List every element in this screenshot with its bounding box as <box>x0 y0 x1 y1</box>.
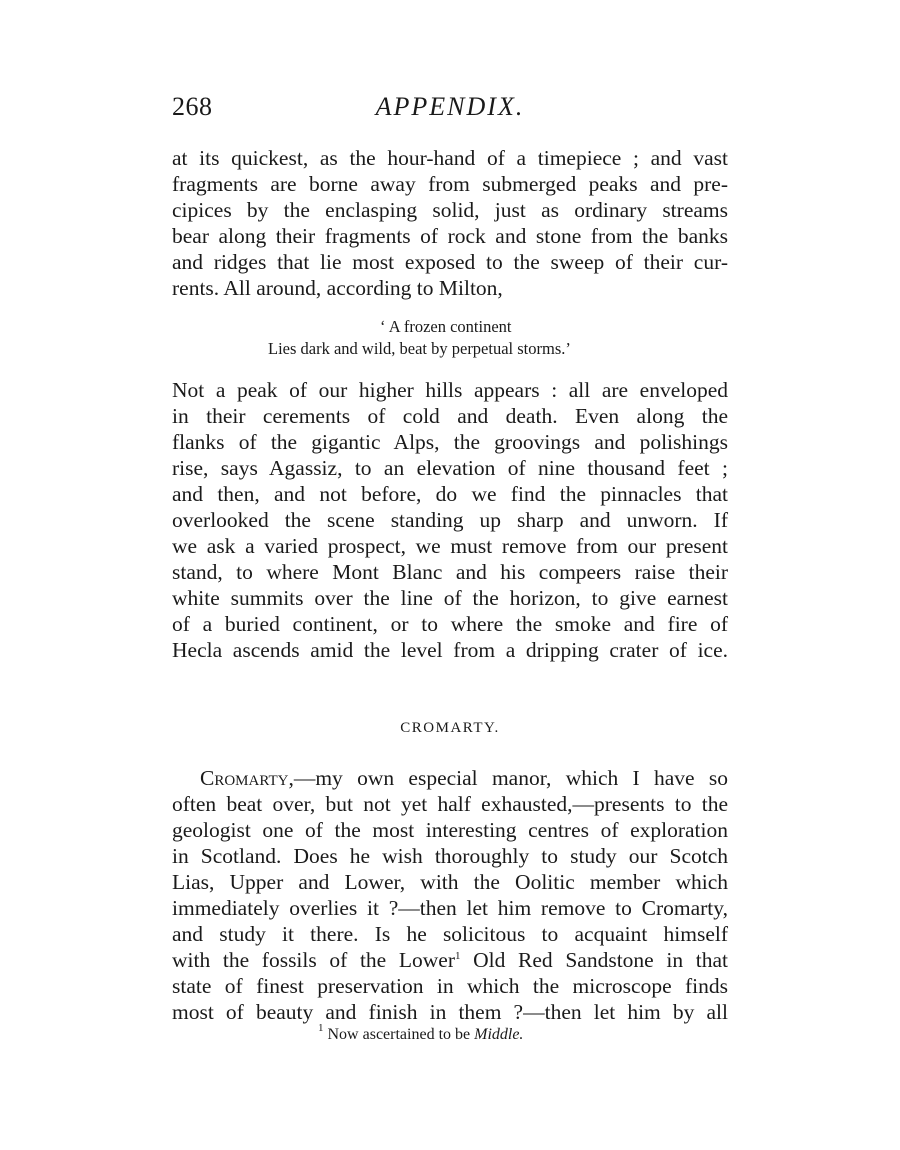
footnote <box>318 1022 524 1044</box>
line-text: with the fossils of the Lower <box>172 948 455 972</box>
text-line: at its quickest, as the hour-hand of a timepiece ; and vast <box>172 146 728 170</box>
text-line: flanks of the gigantic Alps, the groovings and polishings <box>172 430 728 454</box>
text-line: often beat over, but not yet half exhausted,—presents to the <box>172 792 728 816</box>
text-line: rise, says Agassiz, to an elevation of nine thousand feet ; <box>172 456 728 480</box>
text-line: most of beauty and finish in them ?—then let him by all <box>172 1000 728 1024</box>
milton-quotation <box>172 316 728 360</box>
text-line: overlooked the scene standing up sharp and unworn. If <box>172 508 728 532</box>
footnote-italic: Middle. <box>474 1026 524 1043</box>
text-line: and ridges that lie most exposed to the sweep of their cur- <box>172 250 728 274</box>
text-line: we ask a varied prospect, we must remove from our present <box>172 534 728 558</box>
paragraph-2 <box>172 377 728 663</box>
text-line: in Scotland. Does he wish thoroughly to study our Scotch <box>172 844 728 868</box>
quote-line: Lies dark and wild, beat by perpetual storms.’ <box>268 339 571 358</box>
footnote-reference[interactable]: 1 <box>455 950 461 962</box>
running-head <box>172 92 728 128</box>
text-line: and study it there. Is he solicitous to acquaint himself <box>172 922 728 946</box>
text-line: of a buried continent, or to where the smoke and fire of <box>172 612 728 636</box>
text-line <box>172 947 728 973</box>
footnote-marker: 1 <box>318 1022 324 1034</box>
section-heading: CROMARTY. <box>400 720 500 736</box>
footnote-text: Now ascertained to be <box>323 1026 475 1043</box>
text-line: cipices by the enclasping solid, just as ordinary streams <box>172 198 728 222</box>
text-line: in their cerements of cold and death. Even along the <box>172 404 728 428</box>
page-number: 268 <box>172 92 213 121</box>
text-line: state of finest preservation in which the microscope finds <box>172 974 728 998</box>
text-line: geologist one of the most interesting centres of exploration <box>172 818 728 842</box>
text-line: white summits over the line of the horizon, to give earnest <box>172 586 728 610</box>
text-line: and then, and not before, do we find the pinnacles that <box>172 482 728 506</box>
text-line: bear along their fragments of rock and stone from the banks <box>172 224 728 248</box>
paragraph-3 <box>172 765 728 1025</box>
running-title: APPENDIX. <box>375 92 525 121</box>
text-line: immediately overlies it ?—then let him remove to Cromarty, <box>172 896 728 920</box>
text-line: fragments are borne away from submerged peaks and pre- <box>172 172 728 196</box>
text-line: Not a peak of our higher hills appears : all are enveloped <box>172 378 728 402</box>
paragraph-1 <box>172 145 728 301</box>
lead-word: Cromarty, <box>200 766 294 790</box>
line-text: Old Red Sandstone in that <box>460 948 728 972</box>
line-text: —my own especial manor, which I have so <box>293 766 728 790</box>
text-line: rents. All around, according to Milton, <box>172 276 503 300</box>
text-line <box>172 765 728 791</box>
text-line: Hecla ascends amid the level from a dripping crater of ice. <box>172 638 728 662</box>
text-line: Lias, Upper and Lower, with the Oolitic member which <box>172 870 728 894</box>
text-line: stand, to where Mont Blanc and his compeers raise their <box>172 560 728 584</box>
quote-line: ‘ A frozen continent <box>380 317 512 336</box>
